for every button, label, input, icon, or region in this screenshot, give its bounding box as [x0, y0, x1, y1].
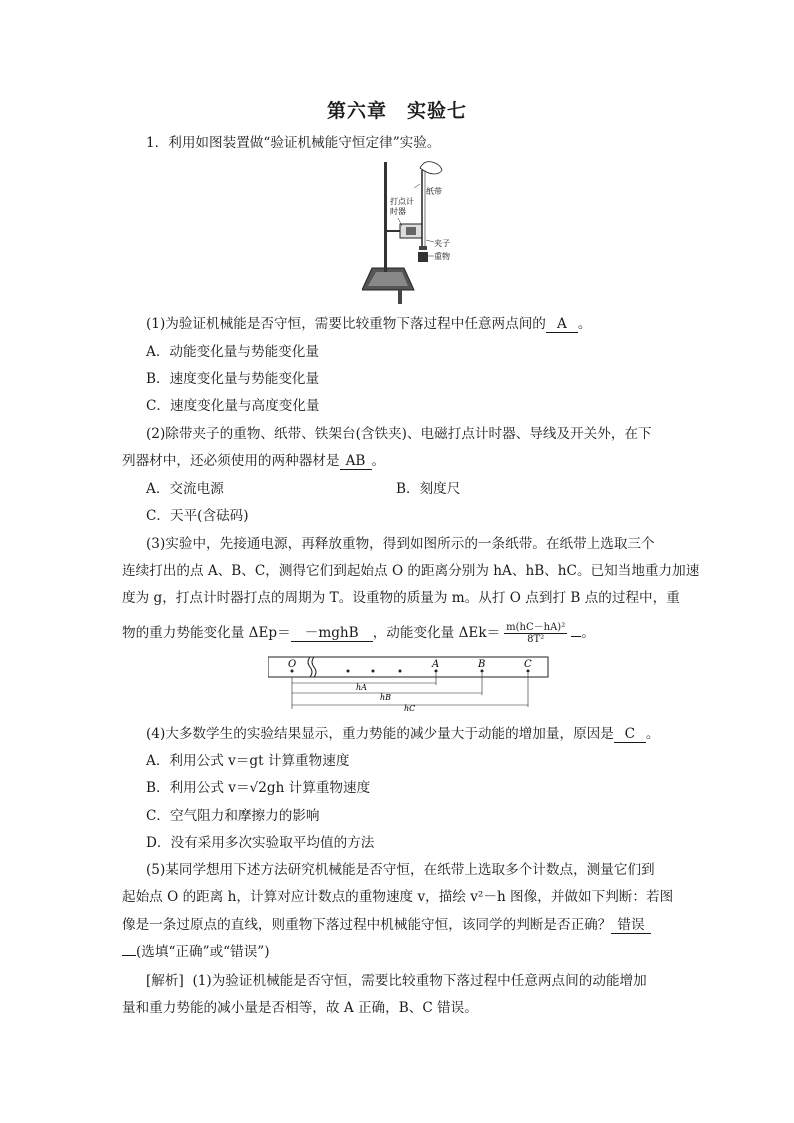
part4-stem: (4)大多数学生的实验结果显示，重力势能的减少量大于动能的增加量，原因是 C 。 [146, 726, 660, 742]
tape-point-a: A [432, 659, 440, 670]
stand-rod [384, 162, 387, 272]
timer-label-1: 打点计 [390, 197, 414, 206]
part1-option-a: A．动能变化量与势能变化量 [146, 344, 319, 360]
part5-answer: 错误 [611, 917, 650, 934]
part2-option-c: C．天平(含砝码) [146, 508, 249, 524]
tape-point-o: O [288, 659, 297, 670]
part1-stem: (1)为验证机械能是否守恒，需要比较重物下落过程中任意两点间的 A 。 [146, 316, 592, 332]
tape-label: 纸带 [426, 187, 442, 196]
part5-line1: (5)某同学想用下述方法研究机械能是否守恒，在纸带上选取多个计数点，测量它们到 [146, 862, 655, 878]
tape-dist-hc: hC [404, 704, 416, 711]
part3-line3: 度为 g，打点计时器打点的周期为 T。设重物的质量为 m。从打 O 点到打 B 点的过程中，重 [122, 590, 680, 606]
weight [418, 252, 428, 262]
tape-point-c: C [524, 659, 532, 670]
tape-figure [268, 655, 550, 711]
tape-dist-ha: hA [356, 683, 367, 692]
part3-line4: 物的重力势能变化量 ΔEp＝ －mghB ，动能变化量 ΔEk＝ $\frac{\text{m(hC－hA)²}}{\text{8T²}}$ 。 [122, 622, 595, 645]
apparatus-figure [362, 160, 462, 305]
page-title: 第六章 实验七 [326, 100, 467, 122]
part3-answer-ek: $\frac{\text{m(hC－hA)²}}{\text{8T²}}$ [506, 622, 566, 645]
part3-line2: 连续打出的点 A、B、C，测得它们到起始点 O 的距离分别为 hA、hB、hC。已知当地重力加速 [122, 563, 700, 579]
part2-line2: 列器材中，还必须使用的两种器材是 AB 。 [122, 453, 386, 469]
part1-option-b: B．速度变化量与势能变化量 [146, 371, 320, 387]
part5-line3: 像是一条过原点的直线，则重物下落过程中机械能守恒，该同学的判断是否正确？ 错误 [122, 915, 651, 935]
analysis-tag: [解析] [146, 973, 184, 989]
part5-line4: (选填“正确”或“错误”) [122, 942, 270, 962]
part4-option-c: C．空气阻力和摩擦力的影响 [146, 808, 320, 824]
part2-option-a: A．交流电源 [146, 481, 224, 497]
timer-label-2: 时器 [390, 207, 406, 216]
part1-answer: A [546, 316, 578, 333]
clip [419, 246, 427, 250]
clip-label: 夹子 [434, 239, 450, 248]
part3-line1: (3)实验中，先接通电源，再释放重物，得到如图所示的一条纸带。在纸带上选取三个 [146, 536, 655, 552]
part1-option-c: C．速度变化量与高度变化量 [146, 398, 320, 414]
part4-option-a: A．利用公式 v＝gt 计算重物速度 [146, 753, 350, 769]
part4-option-d: D．没有采用多次实验取平均值的方法 [146, 835, 375, 851]
question-1-intro: 1．利用如图装置做“验证机械能守恒定律”实验。 [146, 135, 441, 151]
hand [420, 162, 442, 174]
part2-option-b: B．刻度尺 [396, 481, 461, 497]
part2-answer: AB [340, 453, 372, 470]
part4-option-b: B．利用公式 v＝√2gh 计算重物速度 [146, 780, 371, 796]
analysis-line1: [解析] (1)为验证机械能是否守恒，需要比较重物下落过程中任意两点间的动能增加 [146, 973, 647, 989]
part2-line1: (2)除带夹子的重物、纸带、铁架台(含铁夹)、电磁打点计时器、导线及开关外，在下 [146, 426, 652, 442]
tape-point-b: B [478, 659, 486, 670]
part3-answer-ep: －mghB [291, 625, 373, 642]
part5-line2: 起始点 O 的距离 h，计算对应计数点的重物速度 v，描绘 v²－h 图像，并做如下判断：若图 [122, 889, 674, 905]
tape-dist-hb: hB [380, 693, 392, 702]
weight-label: 重物 [434, 252, 450, 261]
analysis-line2: 量和重力势能的减小量是否相等，故 A 正确，B、C 错误。 [122, 1000, 478, 1016]
part4-answer: C [614, 726, 646, 743]
